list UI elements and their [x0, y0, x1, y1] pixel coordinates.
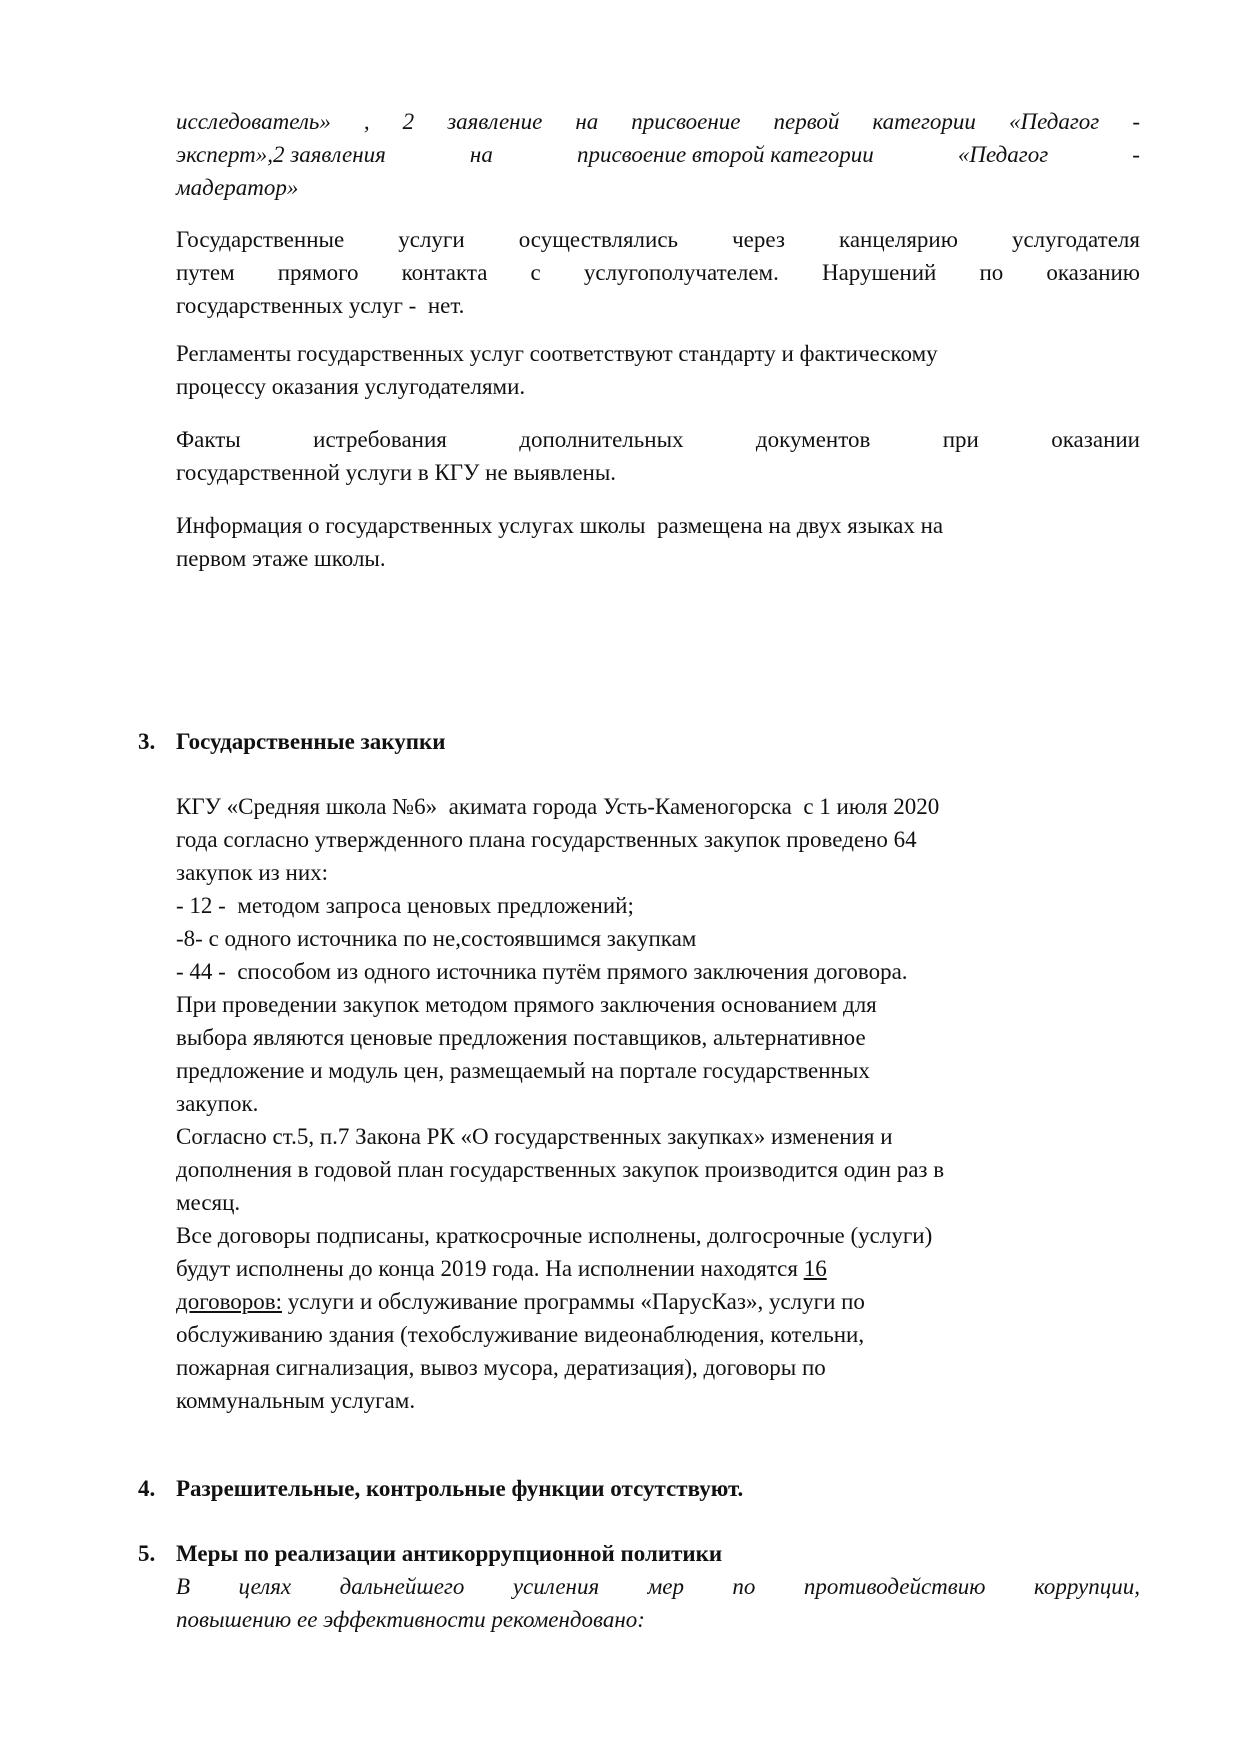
section-5-heading [138, 1537, 722, 1570]
s3-line: выбора являются ценовые предложения поставщиков, альтернативное [176, 1025, 866, 1050]
word: 2 [402, 109, 415, 134]
word: документов [755, 427, 871, 452]
intro-italic-paragraph [176, 105, 1140, 204]
word: коррупции, [1033, 1574, 1140, 1599]
word: услугополучателем. [583, 260, 779, 285]
intro-line-1 [176, 105, 1140, 138]
word: «Педагог [1008, 109, 1100, 134]
word: - [1132, 109, 1140, 134]
word: через [732, 227, 785, 252]
p3-line-2: государственной услуги в КГУ не выявлены. [176, 460, 617, 485]
word: присвоение [631, 109, 741, 134]
p3-line-1 [176, 423, 1140, 456]
p1-line-1 [176, 223, 1140, 256]
word: с [530, 260, 541, 285]
word: - [1132, 142, 1140, 167]
word: дальнейшего [339, 1574, 465, 1599]
p2-line-1: Регламенты государственных услуг соответствуют стандарту и фактическому [176, 341, 938, 366]
s3-line: месяц. [176, 1190, 241, 1215]
word: «Педагог [957, 142, 1049, 167]
underlined-count: 16 [803, 1256, 827, 1281]
word: Государственные [176, 227, 345, 252]
word: по [732, 1574, 756, 1599]
s3-line: Все договоры подписаны, краткосрочные исполнены, долгосрочные (услуги) [176, 1223, 933, 1248]
s3-text: услуги и обслуживание программы «ПарусКаз», услуги по [282, 1289, 865, 1314]
s3-line: обслуживанию здания (техобслуживание видеонаблюдения, котельни, [176, 1322, 865, 1347]
s3-line: закупок из них: [176, 860, 329, 885]
word: при [942, 427, 979, 452]
intro-line-3: мадератор» [176, 175, 299, 200]
word: на [469, 142, 493, 167]
word: Факты [176, 427, 241, 452]
word: услуги [398, 227, 465, 252]
s3-line: дополнения в годовой план государственных закупок производится один раз в [176, 1157, 945, 1182]
word: путем [176, 260, 235, 285]
section-title: Меры по реализации антикоррупционной политики [176, 1541, 723, 1566]
paragraph-info-languages [176, 509, 1140, 575]
word: канцелярию [839, 227, 958, 252]
word: осуществлялись [518, 227, 679, 252]
p1-line-3: государственных услуг - нет. [176, 293, 465, 318]
word: оказанию [1046, 260, 1140, 285]
word: дополнительных [519, 427, 684, 452]
s3-line: Согласно ст.5, п.7 Закона РК «О государственных закупках» изменения и [176, 1124, 893, 1149]
word: мер [647, 1574, 684, 1599]
section-3-body [176, 790, 1140, 1417]
paragraph-extra-documents [176, 423, 1140, 489]
s3-list-item-failed-single-source: -8- с одного источника по не,состоявшимся закупкам [176, 926, 697, 951]
section-4-heading [138, 1472, 743, 1505]
p4-line-1: Информация о государственных услугах школы размещена на двух языках на [176, 513, 944, 538]
s3-line-contracts-2 [176, 1285, 1140, 1318]
section-number: 3. [138, 729, 156, 754]
word: категории [872, 109, 976, 134]
s3-line: КГУ «Средняя школа №6» акимата города Усть-Каменогорска с 1 июля 2020 [176, 794, 940, 819]
word: Нарушений [821, 260, 937, 285]
word: по [979, 260, 1004, 285]
word: контакта [401, 260, 488, 285]
word: прямого [277, 260, 359, 285]
section-number: 5. [138, 1541, 156, 1566]
s3-line: закупок. [176, 1091, 259, 1116]
word: на [575, 109, 599, 134]
word: целях [238, 1574, 292, 1599]
paragraph-regulations [176, 337, 1140, 403]
word: первой [773, 109, 840, 134]
s3-list-item-direct-contract: - 44 - способом из одного источника путём прямого заключения договора. [176, 959, 908, 984]
s5-line-2: повышению ее эффективности рекомендовано: [176, 1607, 645, 1632]
s3-text: будут исполнены до конца 2019 года. На исполнении находятся [176, 1256, 798, 1281]
s3-line: При проведении закупок методом прямого заключения основанием для [176, 992, 877, 1017]
p4-line-2: первом этаже школы. [176, 546, 386, 571]
word: услугодателя [1011, 227, 1140, 252]
section-3-heading [138, 725, 445, 758]
word: оказании [1051, 427, 1140, 452]
section-5-body [176, 1570, 1140, 1636]
word: присвоение второй категории [576, 142, 874, 167]
word: истребования [313, 427, 447, 452]
word: противодействию [803, 1574, 986, 1599]
s3-list-item-price-quotation: - 12 - методом запроса ценовых предложений; [176, 893, 634, 918]
s3-line: пожарная сигнализация, вывоз мусора, дератизация), договоры по [176, 1355, 826, 1380]
word: усиления [512, 1574, 600, 1599]
s5-line-1 [176, 1570, 1140, 1603]
underlined-contracts: договоров: [176, 1289, 283, 1314]
s3-line-contracts [176, 1252, 1140, 1285]
word: эксперт»,2 заявления [176, 142, 386, 167]
intro-line-2 [176, 138, 1140, 171]
p1-line-2 [176, 256, 1140, 289]
section-title: Государственные закупки [176, 729, 446, 754]
word: , [363, 109, 370, 134]
s3-line: года согласно утвержденного плана государственных закупок проведено 64 [176, 827, 917, 852]
word: В [176, 1574, 191, 1599]
section-number: 4. [138, 1476, 156, 1501]
p2-line-2: процессу оказания услугодателями. [176, 374, 526, 399]
paragraph-services-channel [176, 223, 1140, 322]
s3-line: предложение и модуль цен, размещаемый на портале государственных [176, 1058, 870, 1083]
s3-line: коммунальным услугам. [176, 1388, 416, 1413]
section-title: Разрешительные, контрольные функции отсутствуют. [176, 1476, 744, 1501]
word: исследователь» [176, 109, 331, 134]
word: заявление [447, 109, 543, 134]
